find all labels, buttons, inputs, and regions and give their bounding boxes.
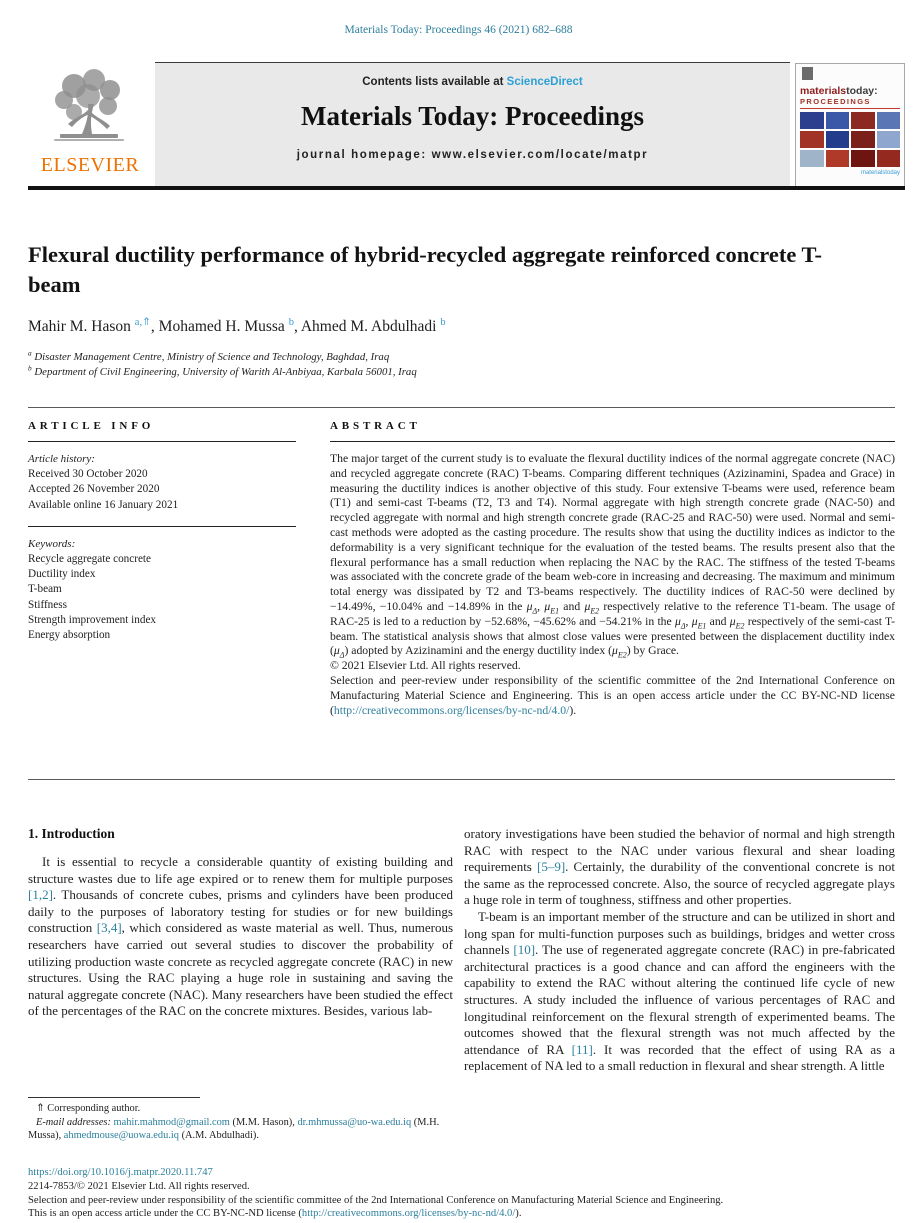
text-run: Disaster Management Centre, Ministry of Science and Technology, Baghdad, Iraq	[31, 351, 390, 363]
text-run: T-beam is an important member of the structure and can be utilized in short and long span for multi-function purposes such as buildings, bridges and wetter cross channels	[464, 908, 895, 958]
footnote-block	[28, 1097, 456, 1143]
text-run: . Thousands of concrete cubes, prisms and cylinders have been produced daily to the purposes of laboratory testing for studies or for new buildings construction	[28, 887, 453, 936]
text-run: . The use of regenerated aggregate concrete (RAC) in pre-fabricated architectural practices is a good chance and can afford the engineers with the capability to extend the RAC without altering the continued life cycle of new structures. A study included the influence of various percentages of RAC and longitudinal reinforcement on the flexural strength of experimented beams. The outcomes showed that the flexural strength was not much affected by the attendance of RA	[464, 942, 895, 1057]
inline-link[interactable]: [3,4]	[96, 920, 122, 936]
page-footer	[28, 1166, 905, 1221]
abstract-text	[330, 452, 895, 659]
intro-paragraph-right-2	[464, 909, 895, 1075]
contents-prefix: Contents lists available at	[362, 76, 507, 88]
keyword-item: T-beam	[28, 583, 62, 596]
article-history-label: Article history:	[28, 453, 95, 465]
text-run: Mahir M. Hason	[28, 318, 135, 335]
cover-tile	[877, 150, 901, 167]
text-run: (M.H. Mussa),	[28, 1116, 440, 1142]
text-run: Δ	[680, 621, 686, 631]
text-run: , Ahmed M. Abdulhadi	[293, 318, 441, 335]
cover-divider	[800, 108, 900, 109]
text-run: Selection and peer-review under responsibility of the scientific committee of the 2nd International Conference on Manufacturing Material Science and Engineering. This is an open access article under the CC BY-NC-ND license (	[330, 673, 895, 717]
text-run: E1	[697, 621, 707, 631]
text-run: ,	[537, 599, 545, 613]
text-run: E2	[617, 650, 627, 660]
history-available-online: Available online 16 January 2021	[28, 498, 179, 511]
cover-tile	[851, 150, 875, 167]
elsevier-logo[interactable]	[28, 64, 152, 186]
intro-paragraph-right-1	[464, 826, 895, 909]
cover-tile	[877, 131, 901, 148]
cover-brand-materials: materials	[800, 85, 847, 97]
text-run: E-mail addresses:	[36, 1116, 114, 1128]
text-run: E2	[735, 621, 745, 631]
abstract-section	[330, 420, 895, 718]
inline-link[interactable]: http://creativecommons.org/licenses/by-nc-nd/4.0/	[301, 1208, 516, 1220]
text-run: E2	[590, 606, 600, 616]
footnote-rule	[28, 1097, 200, 1098]
doi-link[interactable]: https://doi.org/10.1016/j.matpr.2020.11.747	[28, 1167, 213, 1178]
cover-tile	[851, 112, 875, 129]
keyword-item: Stiffness	[28, 598, 67, 611]
text-run: μ	[526, 599, 533, 613]
sciencedirect-link[interactable]: ScienceDirect	[506, 76, 583, 88]
cover-tile	[877, 112, 901, 129]
inline-link[interactable]: ahmedmouse@uowa.edu.iq	[63, 1130, 179, 1142]
affiliation-line-b	[28, 362, 868, 380]
footer-license-line	[28, 1207, 905, 1221]
text-run: ) by Grace.	[626, 644, 679, 658]
inline-link[interactable]: [1,2]	[28, 887, 53, 903]
text-run: (M.M. Hason),	[229, 1116, 298, 1128]
text-run: . It was recorded that the effect of using RA as a replacement of NA led to a small reduction in flexural and shear strength. A little	[464, 1041, 896, 1074]
intro-paragraph-left	[28, 854, 453, 1020]
text-run: It is essential to recycle a considerable quantity of existing building and structure wastes due to life age expired or to renew them for multiple purposes	[28, 854, 453, 886]
cover-tile	[826, 131, 850, 148]
text-run: oratory investigations have been studied the behavior of normal and high strength RAC with respect to the NAC under various flexural and shear loading requirements	[464, 826, 895, 875]
keyword-item: Recycle aggregate concrete	[28, 553, 151, 566]
history-accepted: Accepted 26 November 2020	[28, 483, 160, 496]
text-run: b	[440, 316, 446, 328]
citation-header: Materials Today: Proceedings 46 (2021) 682–688	[344, 24, 573, 36]
journal-title: Materials Today: Proceedings	[301, 101, 644, 131]
text-run: μ	[612, 644, 618, 658]
text-run: μ	[691, 614, 698, 628]
article-info-rule	[28, 441, 296, 442]
text-run: , Mohamed H. Mussa	[150, 318, 289, 335]
text-run: b	[288, 316, 294, 328]
cover-tile	[800, 150, 824, 167]
email-addresses-line	[28, 1116, 456, 1143]
keyword-item: Ductility index	[28, 568, 96, 581]
cover-tile	[826, 112, 850, 129]
text-run: a,⇑	[134, 316, 151, 328]
text-run: μ	[333, 644, 340, 658]
text-run: and	[559, 599, 585, 613]
text-run: The major target of the current study is to evaluate the flexural ductility indices of the normal aggregate concrete (NAC) and recycled aggregate concrete (RAC) T-beams. Comparing different techniques (Azizinamini, Spadea and Grace) in measuring the ductility indices is another objective of this study. Four extensive T-beams were used, reference beam (T1) and semi-cast T-beams (T2, T3 and T4). Normal aggregate with high strength concrete grade (NAC-50) and recycled aggregate with normal and high strength concrete grade (RAC-25 and RAC-50) were used. Normal and semi-cast methods were adopted as the casting procedure. The results show that using the ductility indices as indictor to the deformability is a very significant technique for the evaluation of the tested beams. The results present also that the flexural performance has a small reduction when replacing the NAC by the RAC. The stiffness of the tested T-beams was associated with the concrete grade of the beam web-core in increasing and decreasing. The maximum and minimum total energy was dissipated by T2 and T3-beams respectively. The ductility indices of RAC-50 were declined by −14.49%, −10.04% and −14.89% in the	[330, 452, 895, 613]
license-note	[330, 674, 895, 718]
intro-right-column	[464, 826, 895, 1075]
inline-link[interactable]: [10]	[513, 942, 536, 958]
text-run: a	[28, 348, 32, 358]
affiliation-line-a	[28, 350, 868, 365]
inline-link[interactable]: http://creativecommons.org/licenses/by-nc-nd/4.0/	[333, 703, 570, 717]
elsevier-tree-icon	[44, 64, 136, 156]
article-info-heading: ARTICLE INFO	[28, 420, 155, 432]
info-abstract-top-rule	[28, 407, 895, 408]
text-run: and	[706, 614, 730, 628]
text-run: μ	[729, 614, 736, 628]
text-run: Department of Civil Engineering, University of Warith Al-Anbiyaa, Karbala 56001, Iraq	[31, 365, 417, 378]
text-run: μ	[674, 614, 681, 628]
text-run: ,	[685, 614, 692, 628]
copyright-line: © 2021 Elsevier Ltd. All rights reserved.	[330, 659, 521, 673]
abstract-heading: ABSTRACT	[330, 420, 421, 432]
text-run: E1	[550, 606, 560, 616]
journal-homepage-link[interactable]: journal homepage: www.elsevier.com/locate/matpr	[296, 149, 649, 161]
contents-line	[155, 76, 790, 88]
cover-footer-text: materialstoday	[860, 170, 900, 176]
text-run: ).	[569, 703, 577, 717]
inline-link[interactable]: [5–9]	[537, 859, 566, 875]
elsevier-logo-text: ELSEVIER	[40, 154, 140, 176]
cover-brand-today: today:	[846, 85, 878, 97]
corresponding-author-note: ⇑ Corresponding author.	[36, 1103, 141, 1114]
text-run: μ	[584, 599, 591, 613]
text-run: respectively relative to the reference T1-beam. The usage of RAC-25 is led to a reduction by −52.68%, −45.62% and −54.21% in the	[330, 599, 896, 628]
cover-tile	[800, 131, 824, 148]
article-title: Flexural ductility performance of hybrid-recycled aggregate reinforced concrete T-beam	[28, 242, 822, 297]
text-run: , which considered as waste material as well. Thus, numerous researchers have carried out several studies to discover the probability of utilizing production waste concrete as recycled aggregate concrete (RAC) in new structures. Using the RAC playing a huge role in sustaining and saving the natural aggregate concrete (NAC). Many researchers have been studied the effect of the percentages of the RAC on the concrete mixtures. Besides, various lab-	[28, 920, 454, 1019]
text-run: ).	[515, 1208, 522, 1220]
text-run: Δ	[339, 650, 345, 660]
keywords-label: Keywords:	[28, 537, 76, 550]
masthead-box	[155, 62, 790, 187]
inline-link[interactable]: [11]	[571, 1041, 593, 1057]
inline-link[interactable]: mahir.mahmod@gmail.com	[113, 1116, 230, 1128]
cover-tiles	[800, 112, 900, 167]
footer-selection-line: Selection and peer-review under responsibility of the scientific committee of the 2nd International Conference on Manufacturing Material Science and Engineering.	[28, 1194, 724, 1206]
text-run: . Certainly, the durability of the conventional concrete is not the same as the reprocessed concrete. Also, the source of recycled aggregate plays a huge role in term of toughness, stiffness and other properties.	[464, 859, 895, 908]
history-received: Received 30 October 2020	[28, 468, 148, 481]
cover-proceedings-label: PROCEEDINGS	[800, 97, 871, 106]
text-run: This is an open access article under the CC BY-NC-ND license (	[28, 1208, 302, 1220]
authors-line	[28, 318, 868, 336]
text-run: ) adopted by Azizinamini and the energy ductility index (	[344, 644, 613, 658]
cover-tile	[800, 112, 824, 129]
affiliations	[28, 350, 868, 379]
masthead-bottom-rule	[28, 186, 905, 190]
text-run: Δ	[532, 606, 538, 616]
cover-emblem-icon	[802, 67, 813, 80]
journal-cover-thumbnail[interactable]	[795, 63, 905, 188]
text-run: b	[28, 362, 32, 372]
section-heading-introduction: 1. Introduction	[28, 826, 115, 841]
text-run: (A.M. Abdulhadi).	[178, 1130, 259, 1142]
text-run: μ	[544, 599, 551, 613]
article-info-section	[28, 420, 296, 643]
keywords-divider-rule	[28, 526, 296, 527]
inline-link[interactable]: dr.mhmussa@uo-wa.edu.iq	[297, 1116, 412, 1128]
issn-copyright-line: 2214-7853/© 2021 Elsevier Ltd. All rights reserved.	[28, 1180, 250, 1192]
text-run: respectively of the semi-cast T-beam. The statistical analysis shows that almost close values were presented between the displacement ductility index (	[330, 614, 896, 658]
keyword-item: Strength improvement index	[28, 613, 157, 626]
cover-tile	[851, 131, 875, 148]
info-abstract-bottom-rule	[28, 779, 895, 780]
cover-brand	[800, 86, 900, 96]
keyword-item: Energy absorption	[28, 629, 111, 642]
cover-tile	[826, 150, 850, 167]
abstract-rule	[330, 441, 895, 442]
